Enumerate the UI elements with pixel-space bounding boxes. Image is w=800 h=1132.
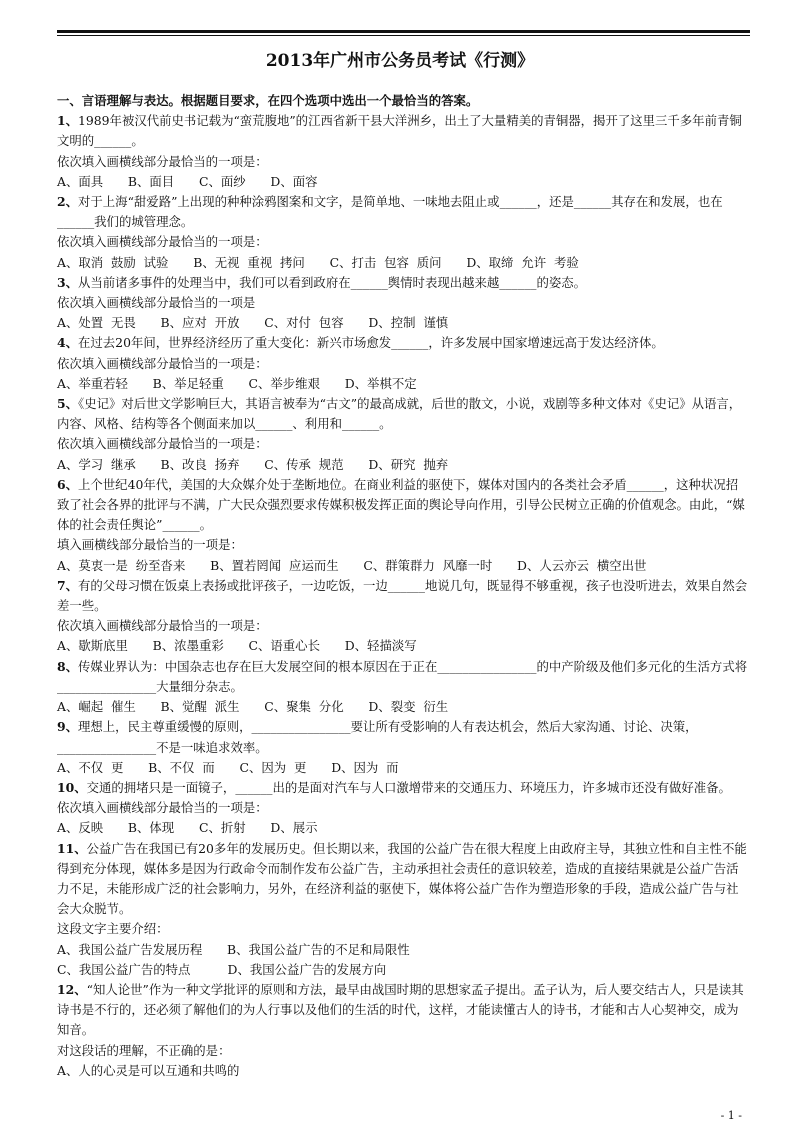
question-text (57, 192, 750, 232)
answer-options: A、举重若轻 B、举足轻重 C、举步维艰 D、举棋不定 (57, 375, 417, 391)
question-prompt: 依次填入画横线部分最恰当的一项是： (57, 618, 268, 634)
question-stem: 《史记》对后世文学影响巨大，其语言被奉为“古文”的最高成就，后世的散文，小说，戏剧等多种文体对《史记》从语言，内容、风格、结构等各个侧面来加以______、利用和______。 (57, 396, 742, 432)
header-rule-thick (57, 30, 750, 33)
question-stem: 1989年被汉代前史书记载为“蛮荒腹地”的江西省新干县大洋洲乡，出土了大量精美的青铜器，揭开了这里三千多年前青铜文明的______。 (57, 113, 742, 149)
answer-options: A、歇斯底里 B、浓墨重彩 C、语重心长 D、轻描淡写 (57, 638, 417, 654)
question-item (57, 657, 750, 718)
question-text (57, 273, 750, 293)
question-prompt: 对这段话的理解，不正确的是： (57, 1042, 231, 1058)
question-prompt: 这段文字主要介绍： (57, 921, 169, 937)
section-heading: 一、言语理解与表达。根据题目要求，在四个选项中选出一个最恰当的答案。 (57, 93, 479, 108)
answer-options: A、莫衷一是 纷至沓来 B、置若罔闻 应运而生 C、群策群力 风靡一时 D、人云亦云 横空出世 (57, 557, 647, 573)
question-stem: 公益广告在我国已有20多年的发展历史。但长期以来，我国的公益广告在很大程度上由政府主导，其独立性和自主性不能得到充分体现，媒体多是因为行政命令而制作发布公益广告，主动承担社会责任的意识较差，造成的直接结果就是公益广告活力不足，未能形成广泛的社会影响力，另外，在经济利益的驱使下，媒体将公益广告作为塑造形象的手段，造成公益广告与社会大众脱节。 (57, 840, 747, 917)
question-stem: 有的父母习惯在饭桌上表扬或批评孩子，一边吃饭，一边______地说几句，既显得不够重视，孩子也没听进去，效果自然会差一些。 (57, 577, 748, 614)
question-number: 3、 (57, 274, 79, 290)
question-text (57, 717, 750, 757)
question-number: 4、 (57, 335, 79, 351)
question-number: 7、 (57, 577, 79, 593)
question-item (57, 111, 750, 192)
answer-options: A、崛起 催生 B、觉醒 派生 C、聚集 分化 D、裂变 衍生 (57, 699, 449, 715)
answer-options: A、我国公益广告发展历程 B、我国公益广告的不足和局限性 (57, 941, 410, 957)
question-prompt: 依次填入画横线部分最恰当的一项是： (57, 153, 268, 169)
answer-options: A、不仅 更 B、不仅 而 C、因为 更 D、因为 而 (57, 759, 399, 775)
question-stem: 理想上，民主尊重缓慢的原则，________________要让所有受影响的人有表达机会，然后大家沟通、讨论、决策，________________不是一味追求效率。 (57, 719, 698, 755)
question-stem: 在过去20年间，世界经济经历了重大变化：新兴市场愈发______，许多发展中国家增速远高于发达经济体。 (78, 335, 664, 351)
answer-options: A、取消 鼓励 试验 B、无视 重视 拷问 C、打击 包容 质问 D、取缔 允许 考验 (57, 254, 579, 270)
question-text (57, 111, 750, 151)
header-rule-thin (57, 35, 750, 36)
question-prompt: 依次填入画横线部分最恰当的一项是： (57, 355, 268, 371)
question-number: 11、 (57, 840, 87, 856)
question-item (57, 475, 750, 576)
question-item (57, 333, 750, 394)
question-number: 5、 (57, 396, 79, 412)
question-item (57, 394, 750, 475)
answer-options: C、我国公益广告的特点 D、我国公益广告的发展方向 (57, 961, 387, 977)
question-text (57, 839, 750, 920)
question-item (57, 980, 750, 1081)
answer-options: A、学习 继承 B、改良 扬弃 C、传承 规范 D、研究 抛弃 (57, 456, 449, 472)
page-number: - 1 - (720, 1109, 742, 1122)
question-item (57, 273, 750, 334)
question-number: 9、 (57, 719, 79, 735)
question-stem: 传媒业界认为：中国杂志也存在巨大发展空间的根本原因在于正在________________的中产阶级及他们多元化的生活方式将________________大量细分杂志。 (57, 658, 748, 694)
question-item (57, 839, 750, 980)
question-prompt: 依次填入画横线部分最恰当的一项是 (57, 295, 256, 311)
question-text (57, 980, 750, 1041)
question-list (57, 111, 750, 1081)
question-number: 8、 (57, 658, 79, 674)
answer-options: A、反映 B、体现 C、折射 D、展示 (57, 820, 318, 836)
question-stem: 从当前诸多事件的处理当中，我们可以看到政府在______舆情时表现出越来越______的姿态。 (78, 274, 587, 290)
question-prompt: 依次填入画横线部分最恰当的一项是： (57, 436, 268, 452)
question-text (57, 475, 750, 536)
question-stem: 上个世纪40年代，美国的大众媒介处于垄断地位。在商业利益的驱使下，媒体对国内的各类社会矛盾______，这种状况招致了社会各界的批评与不满，广大民众强烈要求传媒积极发挥正面的舆论导向作用，引导公民树立正确的价值观念。由此，“媒体的社会责任舆论”______。 (57, 476, 745, 533)
question-stem: “知人论世”作为一种文学批评的原则和方法，最早由战国时期的思想家孟子提出。孟子认为，后人要交结古人，只是读其诗书是不行的，还必须了解他们的为人行事以及他们的生活的时代，这样，才能读懂古人的诗书，才能和古人心契神交，成为知音。 (57, 981, 744, 1038)
question-number: 2、 (57, 194, 79, 210)
question-text (57, 333, 750, 353)
question-item (57, 192, 750, 273)
question-text (57, 576, 750, 616)
question-prompt: 填入画横线部分最恰当的一项是： (57, 537, 243, 553)
question-number: 6、 (57, 476, 79, 492)
document-body (57, 91, 750, 1081)
question-text (57, 778, 750, 798)
question-number: 12、 (57, 981, 87, 997)
question-item (57, 778, 750, 839)
question-text (57, 657, 750, 697)
question-prompt: 依次填入画横线部分最恰当的一项是： (57, 234, 268, 250)
question-item (57, 576, 750, 657)
question-text (57, 394, 750, 434)
question-stem: 交通的拥堵只是一面镜子，______出的是面对汽车与人口激增带来的交通压力、环境压力，许多城市还没有做好准备。 (86, 779, 731, 795)
question-stem: 对于上海“甜爱路”上出现的种种涂鸦图案和文字，是简单地、一味地去阻止或______，还是______其存在和发展，也在______我们的城管理念。 (57, 194, 723, 230)
document-title: 2013年广州市公务员考试《行测》 (265, 51, 535, 71)
question-number: 10、 (57, 779, 87, 795)
question-number: 1、 (57, 113, 79, 129)
question-prompt: 依次填入画横线部分最恰当的一项是： (57, 800, 268, 816)
answer-options: A、人的心灵是可以互通和共鸣的 (57, 1062, 240, 1078)
question-item (57, 717, 750, 778)
answer-options: A、面具 B、面目 C、面纱 D、面容 (57, 173, 318, 189)
answer-options: A、处置 无畏 B、应对 开放 C、对付 包容 D、控制 谨慎 (57, 315, 449, 331)
